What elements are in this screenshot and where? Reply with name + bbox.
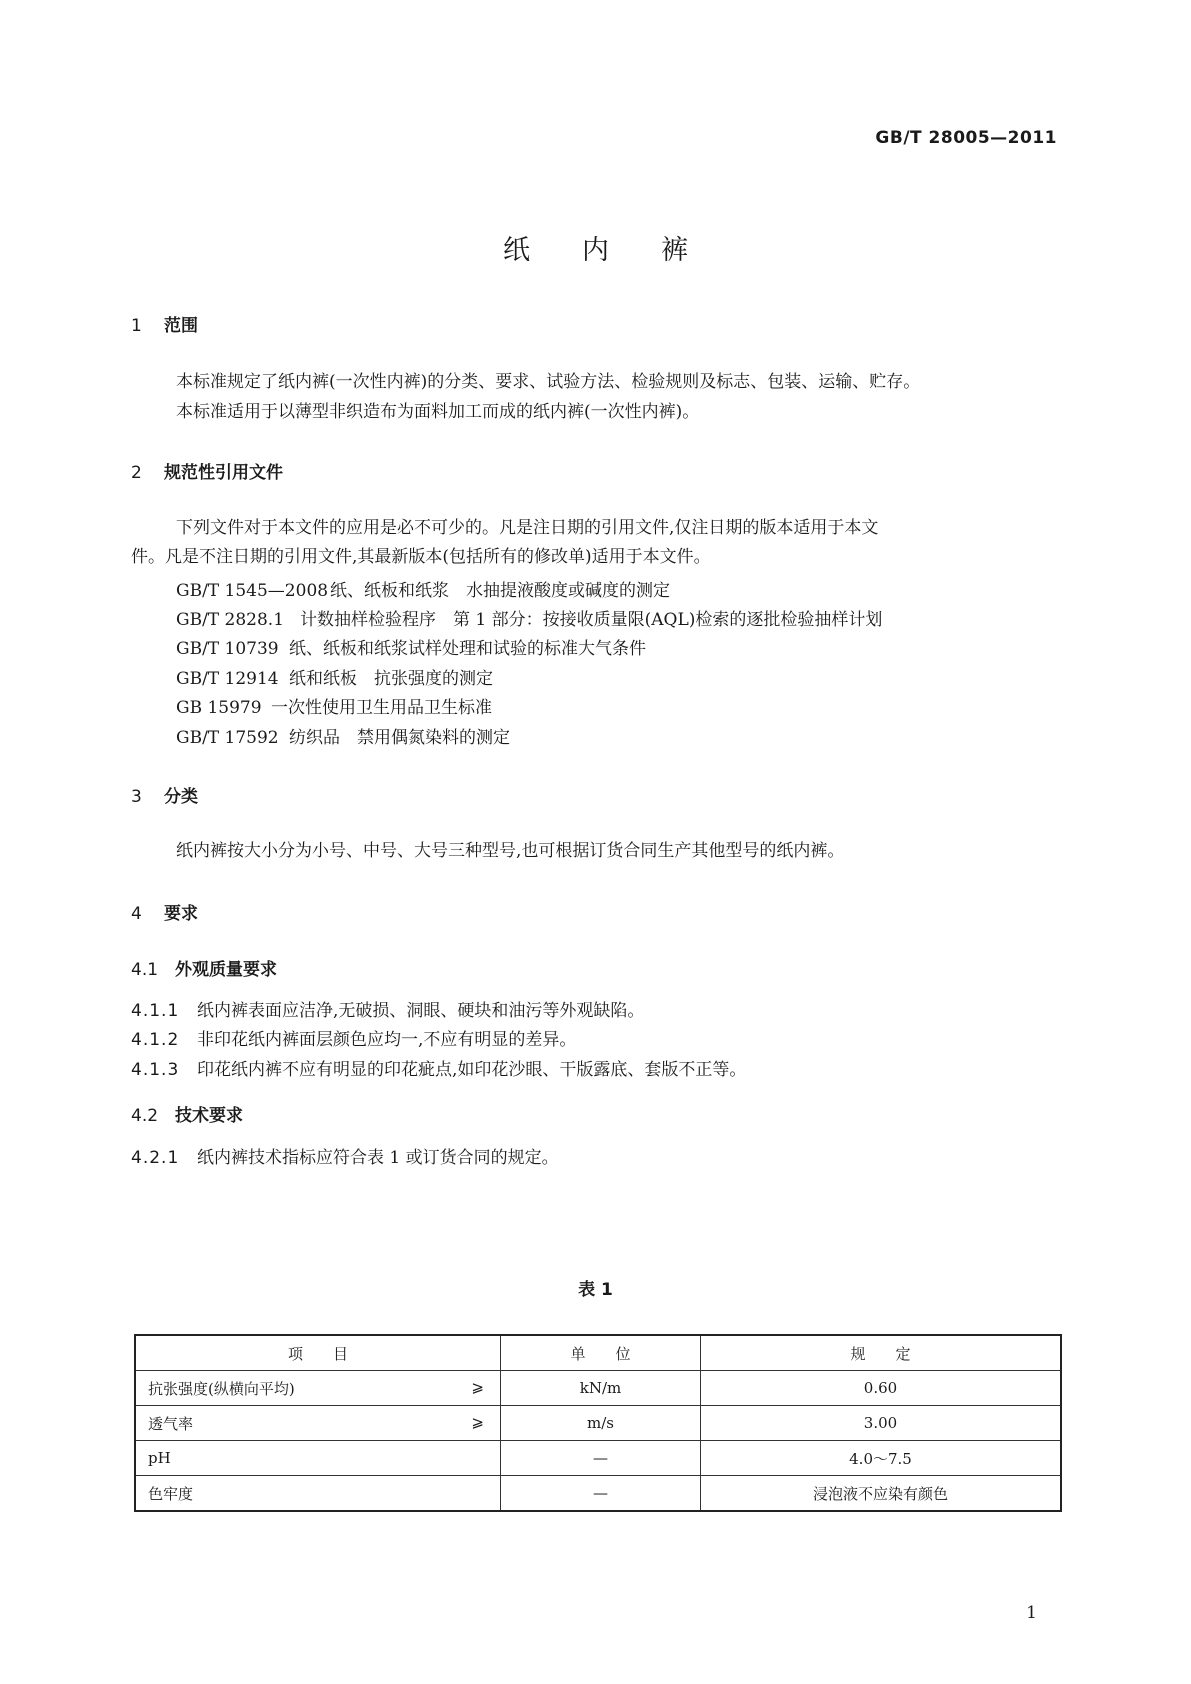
spec-table — [134, 1334, 1062, 1512]
section-number: 1 — [131, 316, 142, 336]
section-2-intro-line-1: 下列文件对于本文件的应用是必不可少的。凡是注日期的引用文件,仅注日期的版本适用于本文 — [176, 518, 879, 538]
reference-title: 纺织品 禁用偶氮染料的测定 — [289, 728, 510, 748]
section-4-heading — [131, 899, 198, 924]
cell-spec: 4.0～7.5 — [701, 1441, 1062, 1476]
reference-item — [176, 634, 646, 659]
title-char: 内 — [582, 235, 609, 266]
cell-item — [135, 1371, 501, 1406]
clause-item — [131, 1025, 576, 1050]
section-3-paragraph: 纸内裤按大小分为小号、中号、大号三种型号,也可根据订货合同生产其他型号的纸内裤。 — [176, 841, 845, 861]
reference-item — [176, 723, 510, 748]
reference-item — [176, 605, 882, 630]
section-1-paragraph-2: 本标准适用于以薄型非织造布为面料加工而成的纸内裤(一次性内裤)。 — [176, 402, 700, 422]
item-label: 色牢度 — [148, 1484, 194, 1503]
reference-item — [176, 693, 492, 718]
subsection-number: 4.1 — [131, 960, 159, 980]
reference-code: GB/T 2828.1 — [176, 610, 285, 630]
reference-title: 纸、纸板和纸浆试样处理和试验的标准大气条件 — [289, 639, 646, 659]
cell-item — [135, 1406, 501, 1441]
section-number: 2 — [131, 463, 142, 483]
table-row — [135, 1476, 1061, 1512]
section-title: 规范性引用文件 — [164, 463, 283, 483]
section-title: 要求 — [164, 904, 198, 924]
title-char: 纸 — [503, 235, 530, 266]
subsection-title: 技术要求 — [175, 1106, 243, 1126]
clause-text: 非印花纸内裤面层颜色应均一,不应有明显的差异。 — [197, 1030, 577, 1050]
item-label: 透气率 — [148, 1414, 194, 1433]
clause-item — [131, 1143, 559, 1168]
reference-code: GB/T 12914 — [176, 669, 279, 689]
cell-unit: — — [501, 1441, 701, 1476]
cell-spec: 浸泡液不应染有颜色 — [701, 1476, 1062, 1512]
title-char: 裤 — [661, 235, 688, 266]
reference-code: GB/T 17592 — [176, 728, 279, 748]
header-item: 项 目 — [135, 1335, 501, 1371]
item-label: 抗张强度(纵横向平均) — [148, 1379, 295, 1398]
cell-item — [135, 1476, 501, 1512]
clause-text: 纸内裤技术指标应符合表 1 或订货合同的规定。 — [197, 1148, 559, 1168]
document-title — [0, 228, 1191, 267]
table-row — [135, 1371, 1061, 1406]
reference-title: 一次性使用卫生用品卫生标准 — [271, 698, 492, 718]
standard-number: GB/T 28005—2011 — [875, 128, 1057, 148]
clause-text: 印花纸内裤不应有明显的印花疵点,如印花沙眼、干版露底、套版不正等。 — [197, 1060, 747, 1080]
section-2-intro-line-2: 件。凡是不注日期的引用文件,其最新版本(包括所有的修改单)适用于本文件。 — [131, 547, 711, 567]
section-number: 4 — [131, 904, 142, 924]
section-number: 3 — [131, 787, 142, 807]
reference-code: GB 15979 — [176, 698, 262, 718]
clause-number: 4.1.1 — [131, 1001, 180, 1021]
subsection-4-1-heading — [131, 955, 277, 980]
subsection-number: 4.2 — [131, 1106, 159, 1126]
section-1-heading — [131, 311, 198, 336]
reference-code: GB/T 10739 — [176, 639, 279, 659]
cell-unit: m/s — [501, 1406, 701, 1441]
greater-equal-symbol: ⩾ — [471, 1377, 484, 1396]
reference-title: 纸、纸板和纸浆 水抽提液酸度或碱度的测定 — [330, 581, 670, 601]
subsection-4-2-heading — [131, 1101, 243, 1126]
greater-equal-symbol: ⩾ — [471, 1412, 484, 1431]
clause-item — [131, 1055, 746, 1080]
table-caption: 表 1 — [578, 1280, 613, 1300]
section-title: 分类 — [164, 787, 198, 807]
section-2-heading — [131, 458, 283, 483]
header-unit: 单 位 — [501, 1335, 701, 1371]
cell-spec: 3.00 — [701, 1406, 1062, 1441]
table-header-row — [135, 1335, 1061, 1371]
cell-spec: 0.60 — [701, 1371, 1062, 1406]
subsection-title: 外观质量要求 — [175, 960, 277, 980]
reference-item — [176, 576, 670, 601]
cell-item — [135, 1441, 501, 1476]
clause-item — [131, 996, 644, 1021]
reference-title: 纸和纸板 抗张强度的测定 — [289, 669, 493, 689]
clause-text: 纸内裤表面应洁净,无破损、洞眼、硬块和油污等外观缺陷。 — [197, 1001, 645, 1021]
header-spec: 规 定 — [701, 1335, 1062, 1371]
clause-number: 4.1.3 — [131, 1060, 180, 1080]
reference-code: GB/T 1545—2008 — [176, 581, 329, 601]
reference-title: 计数抽样检验程序 第 1 部分：按接收质量限(AQL)检索的逐批检验抽样计划 — [300, 610, 883, 630]
cell-unit: — — [501, 1476, 701, 1512]
section-1-paragraph-1: 本标准规定了纸内裤(一次性内裤)的分类、要求、试验方法、检验规则及标志、包装、运输、贮存。 — [176, 372, 921, 392]
item-label: pH — [148, 1449, 171, 1467]
page-number: 1 — [1026, 1603, 1037, 1623]
clause-number: 4.2.1 — [131, 1148, 180, 1168]
reference-item — [176, 664, 493, 689]
section-3-heading — [131, 782, 198, 807]
section-title: 范围 — [164, 316, 198, 336]
table-row — [135, 1406, 1061, 1441]
cell-unit: kN/m — [501, 1371, 701, 1406]
clause-number: 4.1.2 — [131, 1030, 180, 1050]
table-row — [135, 1441, 1061, 1476]
